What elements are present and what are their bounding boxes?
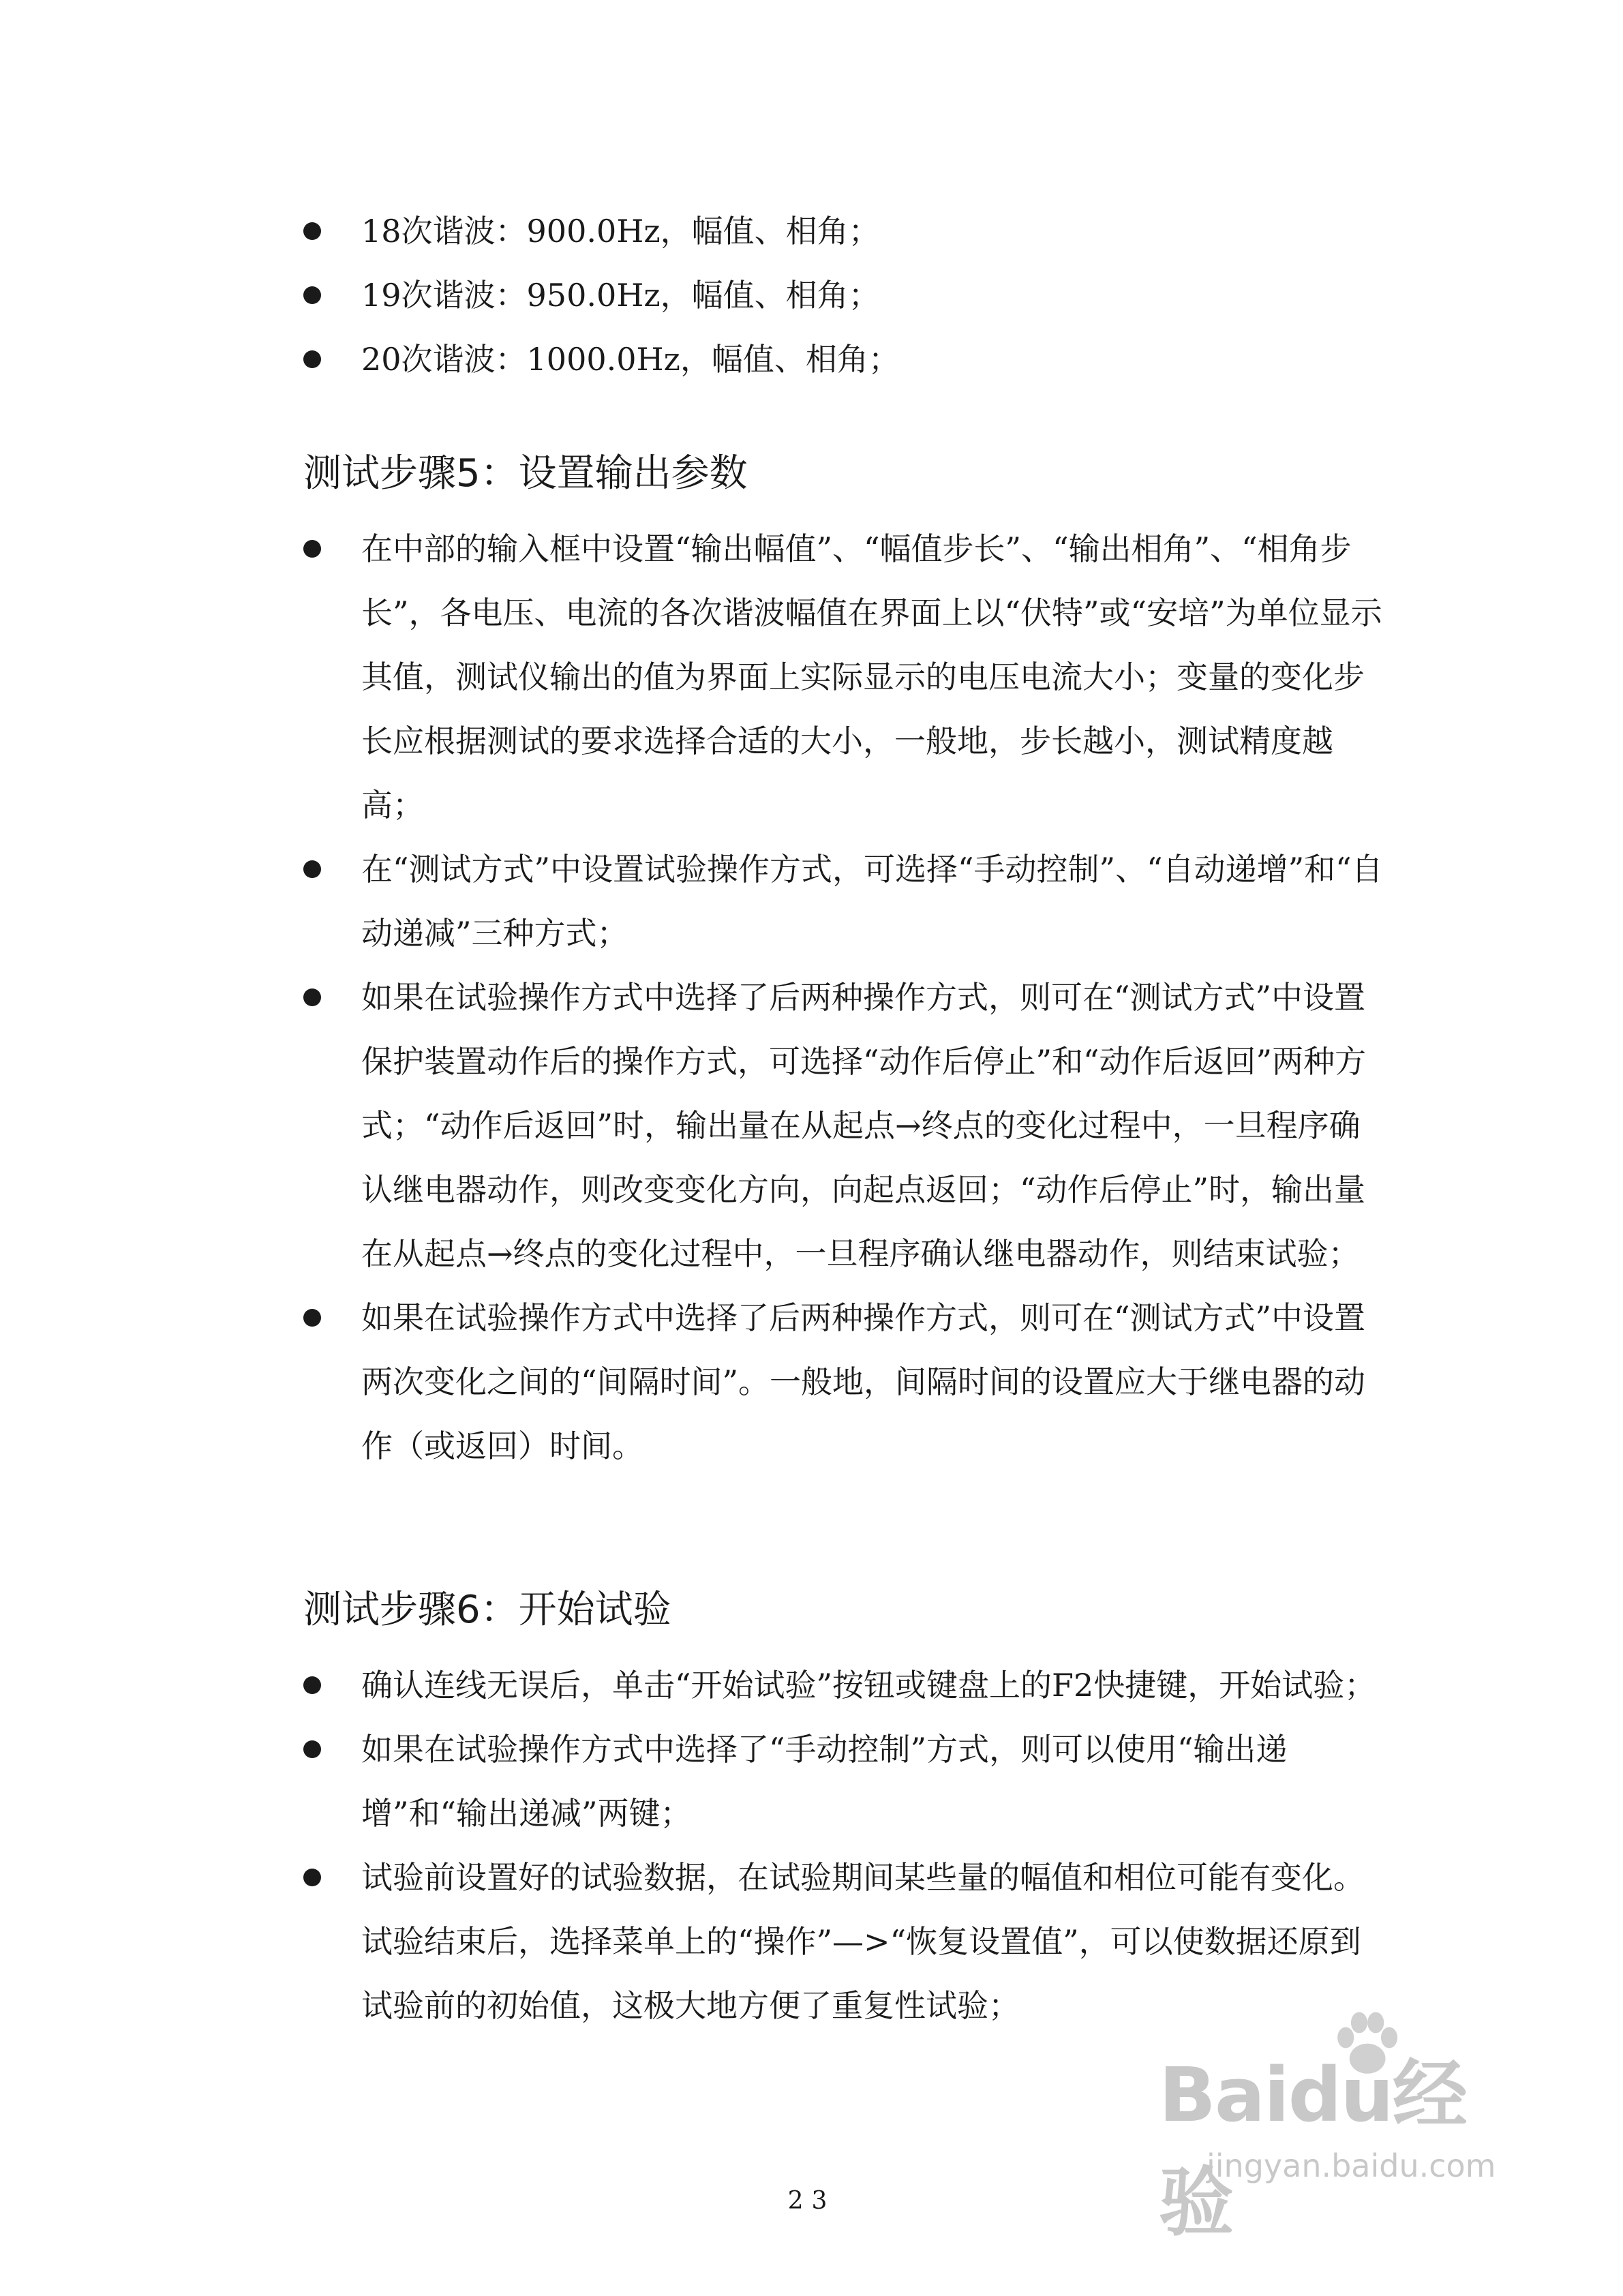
harmonic-list	[0, 199, 1623, 391]
watermark-url: jingyan.baidu.com	[1207, 2147, 1496, 2184]
watermark-logo: Baidu经验	[1159, 2051, 1466, 2246]
list-item-text: 在中部的输入框中设置“输出幅值”、“幅值步长”、“输出相角”、“相角步长”，各电压、电流的各次谐波幅值在界面上以“伏特”或“安培”为单位显示其值，测试仪输出的值为界面上实际显示的电压电流大小；变量的变化步长应根据测试的要求选择合适的大小，一般地，步长越小，测试精度越高；	[361, 530, 1382, 824]
page-number: 23	[787, 2187, 836, 2215]
baidu-watermark	[1159, 2035, 1513, 2246]
bullet-icon	[303, 1740, 321, 1758]
step6-heading: 测试步骤6：开始试验	[303, 1588, 671, 1632]
bullet-icon	[303, 286, 321, 304]
step5-list	[0, 517, 1623, 1478]
list-item-text: 20次谐波：1000.0Hz，幅值、相角；	[361, 341, 900, 378]
list-item-text: 如果在试验操作方式中选择了“手动控制”方式，则可以使用“输出递增”和“输出递减”两键；	[361, 1731, 1288, 1832]
bullet-icon	[303, 540, 321, 558]
list-item-text: 19次谐波：950.0Hz，幅值、相角；	[361, 277, 880, 314]
bullet-icon	[303, 1309, 321, 1327]
list-item	[0, 1653, 1623, 1717]
list-item-text: 18次谐波：900.0Hz，幅值、相角；	[361, 213, 880, 250]
list-item	[0, 263, 1623, 327]
bullet-icon	[303, 222, 321, 240]
bullet-icon	[303, 1676, 321, 1694]
list-item-text: 如果在试验操作方式中选择了后两种操作方式，则可在“测试方式”中设置保护装置动作后的操作方式，可选择“动作后停止”和“动作后返回”两种方式；“动作后返回”时，输出量在从起点→终点的变化过程中，一旦程序确认继电器动作，则改变变化方向，向起点返回；“动作后停止”时，输出量在从起点→终点的变化过程中，一旦程序确认继电器动作，则结束试验；	[361, 979, 1367, 1272]
list-item-text: 如果在试验操作方式中选择了后两种操作方式，则可在“测试方式”中设置两次变化之间的“间隔时间”。一般地，间隔时间的设置应大于继电器的动作（或返回）时间。	[361, 1299, 1366, 1464]
bullet-icon	[303, 1869, 321, 1886]
step5-heading: 测试步骤5：设置输出参数	[303, 451, 748, 496]
list-item	[0, 1717, 1623, 1845]
list-item	[0, 965, 1623, 1286]
list-item	[0, 517, 1623, 837]
list-item-text: 确认连线无误后，单击“开始试验”按钮或键盘上的F2快捷键，开始试验；	[361, 1667, 1376, 1704]
list-item	[0, 327, 1623, 391]
bullet-icon	[303, 988, 321, 1006]
step6-list	[0, 1653, 1623, 2038]
list-item	[0, 199, 1623, 263]
bullet-icon	[303, 860, 321, 878]
list-item	[0, 837, 1623, 965]
list-item-text: 在“测试方式”中设置试验操作方式，可选择“手动控制”、“自动递增”和“自动递减”三种方式；	[361, 851, 1383, 952]
list-item-text: 试验前设置好的试验数据，在试验期间某些量的幅值和相位可能有变化。试验结束后，选择菜单上的“操作”—>“恢复设置值”，可以使数据还原到试验前的初始值，这极大地方便了重复性试验；	[361, 1859, 1365, 2024]
bullet-icon	[303, 350, 321, 368]
list-item	[0, 1286, 1623, 1478]
